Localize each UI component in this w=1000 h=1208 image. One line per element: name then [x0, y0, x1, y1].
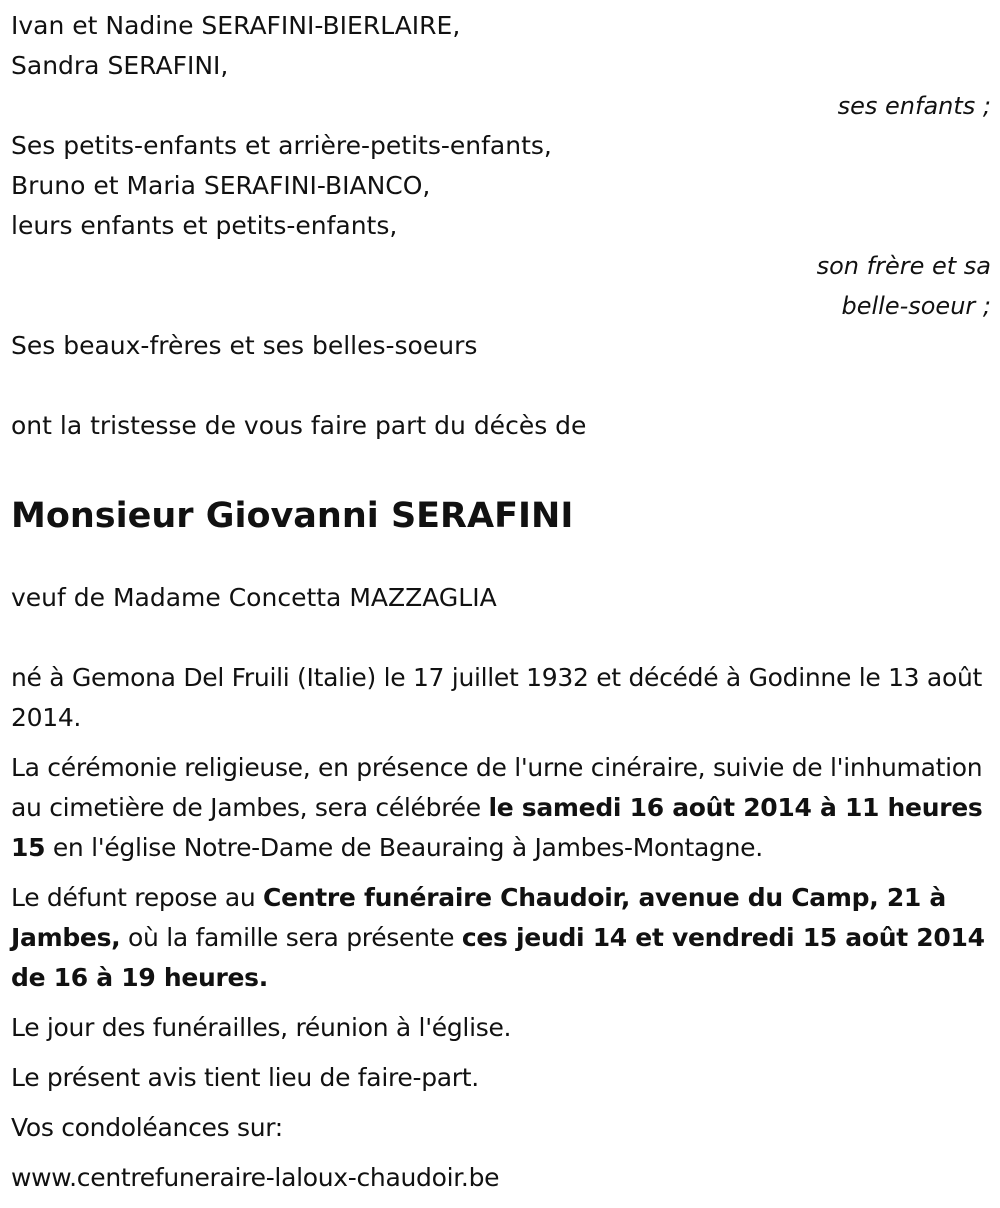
grandchildren-line: Ses petits-enfants et arrière-petits-enfants,	[11, 131, 552, 160]
children-name-2: Sandra SERAFINI,	[11, 51, 229, 80]
ceremony-paragraph	[11, 748, 991, 868]
spacer	[11, 366, 991, 406]
deceased-name: Monsieur Giovanni SERAFINI	[11, 496, 574, 536]
birth-death-paragraph: né à Gemona Del Fruili (Italie) le 17 juillet 1932 et décédé à Godinne le 13 août 2014.	[11, 663, 982, 732]
brother-name-2: leurs enfants et petits-enfants,	[11, 211, 398, 240]
widower-line: veuf de Madame Concetta MAZZAGLIA	[11, 583, 497, 612]
rest-location: Centre funéraire Chaudoir, avenue du Camp, 21 à Jambes,	[11, 883, 946, 952]
announcement-line: ont la tristesse de vous faire part du décès de	[11, 411, 587, 440]
brother-role-1: son frère et sa	[816, 252, 991, 280]
condolences-label: Vos condoléances sur:	[11, 1113, 283, 1142]
website-link[interactable]: www.centrefuneraire-laloux-chaudoir.be	[11, 1163, 500, 1192]
meeting-note: Le jour des funérailles, réunion à l'église.	[11, 1013, 512, 1042]
rest-hours: ces jeudi 14 et vendredi 15 août 2014 de 16 à 19 heures.	[11, 923, 985, 992]
ceremony-date: le samedi 16 août 2014 à 11 heures 15	[11, 793, 983, 862]
children-role: ses enfants ;	[837, 92, 991, 120]
website-link-wrap	[11, 1158, 991, 1198]
notice-note: Le présent avis tient lieu de faire-part.	[11, 1063, 479, 1092]
rest-intro: Le défunt repose au	[11, 883, 264, 912]
rest-middle: où la famille sera présente	[120, 923, 462, 952]
brother-name-1: Bruno et Maria SERAFINI-BIANCO,	[11, 171, 431, 200]
ceremony-intro: La cérémonie religieuse, en présence de l'urne cinéraire, suivie de l'inhumation au cimetière de Jambes, sera célébrée	[11, 753, 983, 822]
obituary-notice	[11, 6, 991, 1208]
in-laws-line: Ses beaux-frères et ses belles-soeurs	[11, 331, 478, 360]
ceremony-place: en l'église Notre-Dame de Beauraing à Jambes-Montagne.	[45, 833, 763, 862]
rest-paragraph	[11, 878, 991, 998]
spacer	[11, 618, 991, 658]
children-name-1: Ivan et Nadine SERAFINI-BIERLAIRE,	[11, 11, 461, 40]
brother-role-2: belle-soeur ;	[841, 292, 991, 320]
